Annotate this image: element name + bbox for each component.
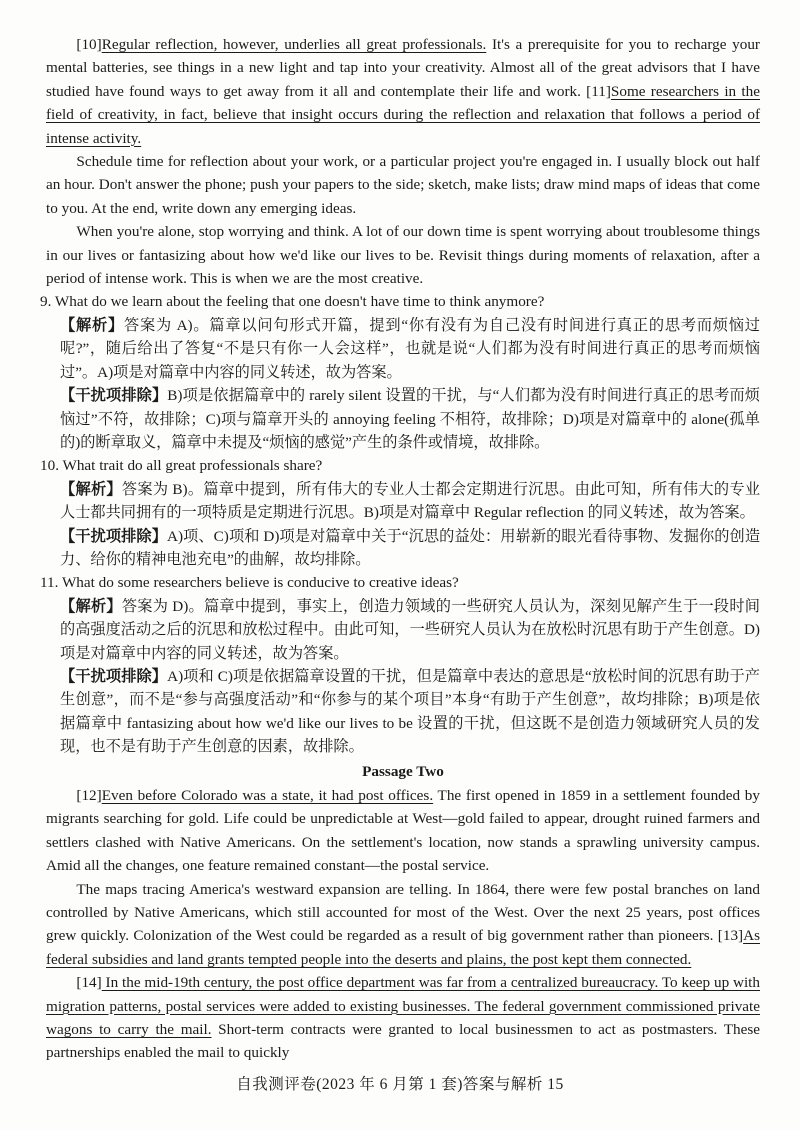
analysis-tag: 【解析】: [60, 480, 122, 498]
passage-two-paragraph-1: [46, 784, 760, 878]
underlined-sentence-11: Some researchers in the field of creativity, in fact, believe that insight occurs during the reflection and relaxation that follows a period of intense activity.: [46, 82, 760, 147]
passage-one-paragraph-3: When you're alone, stop worrying and think. A lot of our down time is spent worrying about troublesome things in our lives or fantasizing about how we'd like our lives to be. Revisit things during moments of relaxation, after a period of intense work. This is when we are the most creative.: [46, 223, 760, 288]
question-11-text: 11. What do some researchers believe is conducive to creative ideas?: [40, 574, 459, 592]
marker-13: [13]: [717, 927, 744, 945]
marker-10: [10]: [76, 36, 102, 53]
analysis-text: 答案为 B)。篇章中提到，所有伟大的专业人士都会定期进行沉思。由此可知，所有伟大的专业人士都共同拥有的一项特质是定期进行沉思。B)项是对篇章中 Regular reflection 的同义转述，故为答案。: [60, 480, 761, 522]
marker-12: [12]: [76, 787, 102, 804]
question-10: [40, 454, 761, 571]
question-11-analysis: [46, 595, 760, 665]
analysis-text: 答案为 D)。篇章中提到，事实上，创造力领域的一些研究人员认为，深刻见解产生于一段时间的高强度活动之后的沉思和放松过程中。由此可知，一些研究人员认为在放松时沉思有助于产生创意。D)项是对篇章中内容的同义转述，故为答案。: [60, 597, 760, 662]
distractor-tag: 【干扰项排除】: [60, 387, 168, 405]
paragraph-text: The first opened in 1859 in a settlement founded by migrants searching for gold. Life could be unpredictable at West—gold failed to appear, drought ruined farmers and settlers clashed with Native Americans. On the settlement's location, now stands a sprawling university campus. Amid all the changes, one feature remained constant—the postal service.: [46, 787, 760, 875]
question-9: [40, 290, 760, 454]
distractor-tag: 【干扰项排除】: [60, 667, 168, 685]
question-9-analysis: [46, 314, 760, 384]
passage-one-paragraph-1: [46, 33, 760, 150]
distractor-tag: 【干扰项排除】: [60, 527, 167, 545]
paragraph-text: Short-term contracts were granted to local businessmen to act as postmasters. These partnerships enabled the mail to quickly: [46, 1021, 761, 1062]
underlined-sentence-14: In the mid-19th century, the post office department was far from a centralized bureaucracy. To keep up with migration patterns, postal services were added to existing businesses. The federal government commissioned private wagons to carry the mail.: [46, 974, 760, 1039]
analysis-text: 答案为 A)。篇章以问句形式开篇，提到“你有没有为自己没有时间进行真正的思考而烦恼过呢?”，随后给出了答复“不是只有你一人会这样”，也就是说“人们都为没有时间进行真正的思考而烦恼过”。A)项是对篇章中内容的同义转述，故为答案。: [60, 316, 760, 381]
marker-14: [14]: [76, 974, 102, 992]
analysis-tag: 【解析】: [60, 316, 124, 334]
question-10-analysis: [46, 478, 760, 525]
question-9-text: 9. What do we learn about the feeling that one doesn't have time to think anymore?: [40, 293, 545, 311]
page-footer: 自我测评卷(2023 年 6 月第 1 套)答案与解析 15: [236, 1076, 564, 1093]
underlined-sentence-10: Regular reflection, however, underlies all great professionals.: [101, 36, 487, 53]
question-9-distractor: [46, 384, 760, 454]
underlined-sentence-13: As federal subsidies and land grants tempted people into the deserts and plains, the post kept them connected.: [46, 927, 760, 968]
question-10-text: 10. What trait do all great professionals share?: [40, 457, 323, 475]
analysis-tag: 【解析】: [60, 597, 122, 615]
paragraph-text: The maps tracing America's westward expansion are telling. In 1864, there were few postal branches on land controlled by Native Americans, which still accounted for most of the West. Over the next 25 years, post offices grew quickly. Colonization of the West could be regarded as a result of big government rather than pioneers.: [46, 880, 760, 945]
marker-11: [11]: [586, 82, 611, 100]
distractor-text: A)项、C)项和 D)项是对篇章中关于“沉思的益处：用崭新的眼光看待事物、发掘你的创造力、给你的精神电池充电”的曲解，故均排除。: [60, 527, 761, 568]
passage-two-title: Passage Two: [362, 762, 444, 780]
passage-two-paragraph-3: [46, 971, 760, 1065]
passage-one-paragraph-2: Schedule time for reflection about your work, or a particular project you're engaged in. I usually block out half an hour. Don't answer the phone; push your papers to the side; sketch, make lists; draw mind maps of ideas that come to you. At the end, write down any emerging ideas.: [46, 153, 760, 217]
distractor-text: A)项和 C)项是依据篇章设置的干扰，但是篇章中表达的意思是“放松时间的沉思有助于产生创意”，而不是“参与高强度活动”和“你参与的某个项目”本身“有助于产生创意”，故均排除；B)项是依据篇章中 fantasizing about how we'd like our lives to be 设置的干扰，但这既不是创造力领域研究人员的发现，也不是有助于产生创意的因素，故排除。: [60, 667, 760, 756]
paragraph-text: It's a prerequisite for you to recharge your mental batteries, see things in a new light and tap into your creativity. Almost all of the great advisors that I have studied have found ways to get away from it all and contemplate their life and work.: [46, 36, 760, 100]
passage-two-paragraph-2: [46, 878, 760, 972]
question-11-distractor: [46, 665, 760, 759]
question-11: [40, 571, 760, 758]
underlined-sentence-12: Even before Colorado was a state, it had post offices.: [101, 787, 434, 804]
distractor-text: B)项是依据篇章中的 rarely silent 设置的干扰，与“人们都为没有时间进行真正的思考而烦恼过”不符，故排除；C)项与篇章开头的 annoying feeling 不相符，故排除；D)项是对篇章中的 alone(孤单的)的断章取义，篇章中未提及“烦恼的感觉”产生的条件或情境，故排除。: [60, 387, 760, 451]
question-10-distractor: [46, 525, 760, 572]
